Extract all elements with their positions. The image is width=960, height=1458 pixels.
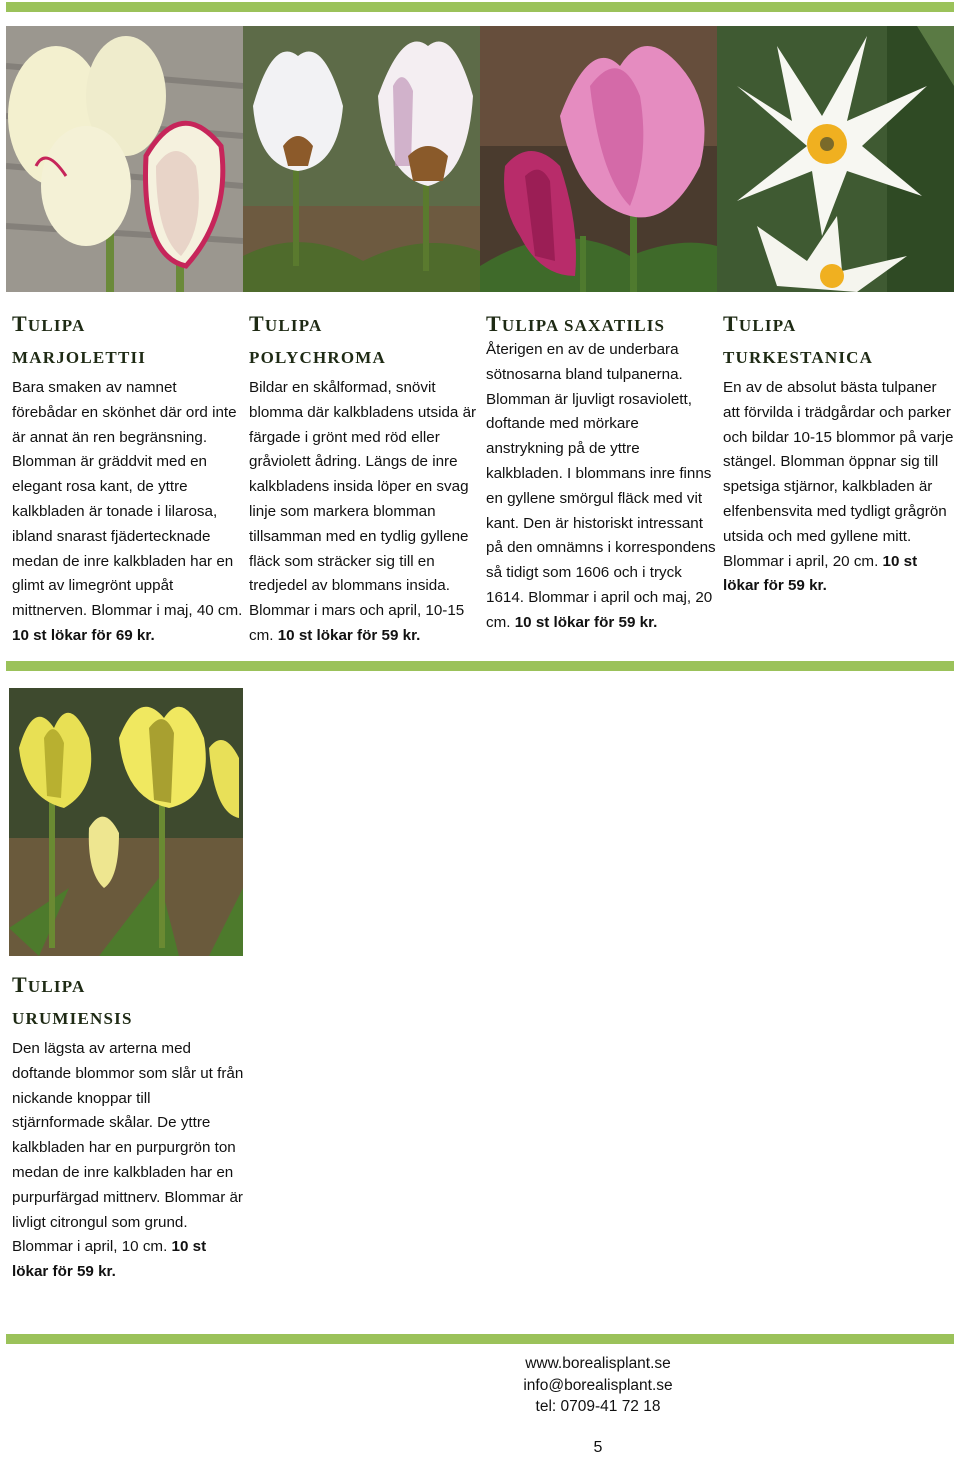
- tulipa-marjolettii-photo: [6, 26, 243, 292]
- page-number: 5: [593, 1439, 603, 1456]
- plant-card-turkestanica: [723, 308, 955, 599]
- plant-title: [12, 308, 244, 374]
- title-initial: T: [12, 972, 28, 997]
- price-text: 10 st lökar för 59 kr.: [277, 626, 421, 644]
- plant-card-polychroma: [249, 308, 481, 649]
- plant-description: [12, 1037, 244, 1285]
- website-link[interactable]: www.borealisplant.se: [525, 1355, 671, 1372]
- title-initial: T: [12, 311, 28, 336]
- price-text: 10 st lökar för 59 kr.: [514, 613, 658, 631]
- description-text: Den lägsta av arterna med doftande blommor som slår ut från nickande knoppar till stjärnformade skålar. De yttre kalkbladen har en purpurgrön ton medan de inre kalkbladen har en purpurfärgad mittnerv. Blommar är livligt citrongul som grund. Blommar i april, 10 cm.: [12, 1040, 244, 1256]
- title-initial: T: [723, 311, 739, 336]
- title-species: TURKESTANICA: [723, 348, 874, 367]
- tulipa-urumiensis-photo: [9, 688, 243, 956]
- plant-card-marjolettii: [12, 308, 244, 649]
- tulipa-polychroma-photo: [243, 26, 480, 292]
- plant-title: [249, 308, 481, 374]
- title-genus: ULIPA: [264, 316, 323, 335]
- title-initial: T: [249, 311, 265, 336]
- price-text: 10 st lökar för 59 kr.: [723, 552, 918, 595]
- title-genus: ULIPA: [27, 977, 86, 996]
- title-species: MARJOLETTII: [12, 348, 147, 367]
- top-accent-bar: [6, 2, 954, 12]
- title-initial: T: [486, 311, 502, 336]
- plant-description: [723, 376, 955, 599]
- description-text: Bildar en skålformad, snövit blomma där kalkbladens utsida är färgade i grönt med röd eller gråviolett ådring. Längs de inre kalkbladens insida löper en svag linje som markera blomman tillsamman med en tydlig gyllene fläck som sträcker sig till en tredjedel av blommans insida. Blommar i mars och april, 10-15 cm.: [249, 379, 477, 644]
- plant-card-saxatilis: [486, 308, 718, 636]
- price-text: 10 st lökar för 59 kr.: [12, 1238, 207, 1281]
- phone-number: tel: 0709-41 72 18: [535, 1398, 661, 1415]
- title-species: POLYCHROMA: [249, 348, 386, 367]
- price-text: 10 st lökar för 69 kr.: [12, 626, 155, 644]
- plant-description: [12, 376, 244, 649]
- tulipa-saxatilis-photo: [480, 26, 717, 292]
- middle-accent-bar: [6, 661, 954, 671]
- contact-footer: [0, 1353, 960, 1418]
- plant-title: [723, 308, 955, 374]
- plant-description: [486, 338, 718, 636]
- title-genus: ULIPA SAXATILIS: [501, 316, 666, 335]
- description-text: Återigen en av de underbara sötnosarna bland tulpanerna. Blomman är ljuvligt rosaviolett, doftande med mörkare anstrykning på de yttre kalkbladen. I blommans inre finns en gyllene smörgul fläck med vit kant. Den är historiskt intressant på den omnämns i korrespondens så tidigt som 1606 och i tryck 1614. Blommar i april och maj, 20 cm.: [486, 341, 716, 631]
- plant-title: [486, 308, 718, 342]
- plant-description: [249, 376, 481, 649]
- description-text: En av de absolut bästa tulpaner att förvilda i trädgårdar och parker och bildar 10-15 blommor på varje stängel. Blomman öppnar sig till spetsiga stjärnor, kalkbladen är elfenbensvita med tydligt grågrön utsida och med gyllene mitt. Blommar i april, 20 cm.: [723, 379, 954, 570]
- title-genus: ULIPA: [27, 316, 86, 335]
- email-link[interactable]: info@borealisplant.se: [523, 1376, 673, 1394]
- plant-title: [12, 969, 244, 1035]
- plant-card-urumiensis: [12, 969, 244, 1285]
- bottom-accent-bar: [6, 1334, 954, 1344]
- title-species: URUMIENSIS: [12, 1009, 133, 1028]
- description-text: Bara smaken av namnet förebådar en skönhet där ord inte är annat än ren begränsning. Blomman är gräddvit med en elegant rosa kant, de yttre kalkbladen är tonade i lilarosa, ibland snarast fjädertecknade medan de inre kalkbladen har en glimt av limegrönt uppåt mittnerven. Blommar i maj, 40 cm.: [12, 379, 243, 620]
- title-genus: ULIPA: [738, 316, 797, 335]
- tulipa-turkestanica-photo: [717, 26, 954, 292]
